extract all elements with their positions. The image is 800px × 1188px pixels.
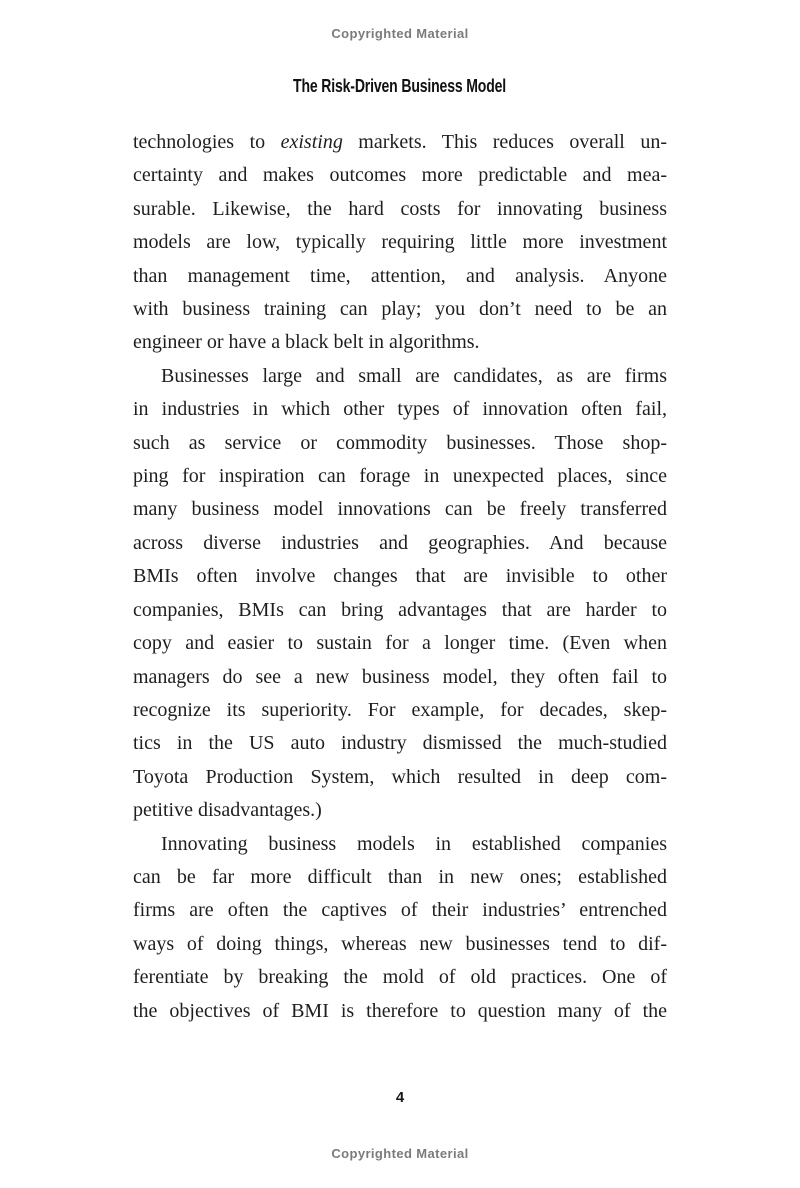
- body-column: [133, 126, 667, 1028]
- text-line: [133, 894, 667, 927]
- text-segment: companies, BMIs can bring advantages that are harder to: [133, 598, 667, 621]
- text-segment: can be far more difficult than in new ones; established: [133, 865, 667, 888]
- text-line: [133, 727, 667, 760]
- text-segment: Businesses large and small are candidates, as are firms: [161, 364, 667, 387]
- text-segment: with business training can play; you don’t need to be an: [133, 298, 667, 321]
- text-segment: ping for inspiration can forage in unexpected places, since: [133, 465, 667, 488]
- text-line: [133, 627, 667, 660]
- text-line: [133, 193, 667, 226]
- copyright-watermark-bottom: Copyrighted Material: [331, 1146, 469, 1161]
- paragraph: [133, 126, 667, 360]
- text-segment: BMIs often involve changes that are invisible to other: [133, 565, 667, 588]
- text-line: [133, 326, 667, 359]
- text-segment: surable. Likewise, the hard costs for innovating business: [133, 197, 667, 220]
- text-segment: petitive disadvantages.): [133, 799, 322, 822]
- text-segment: the objectives of BMI is therefore to question many of the: [133, 999, 667, 1022]
- running-head: [0, 76, 800, 97]
- text-line: [133, 661, 667, 694]
- page-number: 4: [395, 1089, 405, 1106]
- text-line: [133, 928, 667, 961]
- text-line: [133, 493, 667, 526]
- text-line: [133, 694, 667, 727]
- text-line: [133, 360, 667, 393]
- text-line: [133, 226, 667, 259]
- paragraph: [133, 360, 667, 828]
- paragraph: [133, 828, 667, 1028]
- text-segment: models are low, typically requiring little more investment: [133, 231, 667, 254]
- text-segment: than management time, attention, and analysis. Anyone: [133, 264, 667, 287]
- text-segment: tics in the US auto industry dismissed the much-studied: [133, 732, 667, 755]
- running-head-text: The Risk-Driven Business Model: [293, 76, 507, 96]
- text-line: [133, 995, 667, 1028]
- text-line: [133, 560, 667, 593]
- text-line: [133, 393, 667, 426]
- text-segment: firms are often the captives of their industries’ entrenched: [133, 899, 667, 922]
- text-line: [133, 861, 667, 894]
- italic-text: existing: [280, 131, 343, 153]
- text-line: [133, 961, 667, 994]
- text-line: [133, 427, 667, 460]
- text-line: [133, 260, 667, 293]
- text-segment: such as service or commodity businesses. Those shop-: [133, 431, 667, 454]
- text-line: [133, 594, 667, 627]
- text-line: [133, 761, 667, 794]
- text-segment: Innovating business models in established companies: [161, 832, 667, 855]
- text-line: [133, 159, 667, 192]
- text-segment: managers do see a new business model, they often fail to: [133, 665, 667, 688]
- text-segment: markets. This reduces overall un-: [342, 131, 667, 153]
- text-segment: technologies to: [133, 131, 281, 153]
- text-segment: copy and easier to sustain for a longer time. (Even when: [133, 632, 667, 655]
- text-line: [133, 460, 667, 493]
- text-segment: engineer or have a black belt in algorithms.: [133, 331, 480, 354]
- text-line: [133, 527, 667, 560]
- text-line: [133, 794, 667, 827]
- text-line: [133, 828, 667, 861]
- text-segment: recognize its superiority. For example, for decades, skep-: [133, 698, 667, 721]
- text-segment: in industries in which other types of innovation often fail,: [133, 398, 667, 421]
- text-line: [133, 293, 667, 326]
- text-segment: many business model innovations can be freely transferred: [133, 498, 667, 521]
- text-line: [133, 126, 667, 159]
- text-segment: ferentiate by breaking the mold of old practices. One of: [133, 966, 667, 989]
- text-segment: ways of doing things, whereas new businesses tend to dif-: [133, 932, 667, 955]
- text-segment: across diverse industries and geographies. And because: [133, 531, 667, 554]
- copyright-watermark-top: Copyrighted Material: [331, 26, 469, 41]
- text-segment: certainty and makes outcomes more predictable and mea-: [133, 164, 667, 187]
- text-segment: Toyota Production System, which resulted in deep com-: [133, 765, 667, 788]
